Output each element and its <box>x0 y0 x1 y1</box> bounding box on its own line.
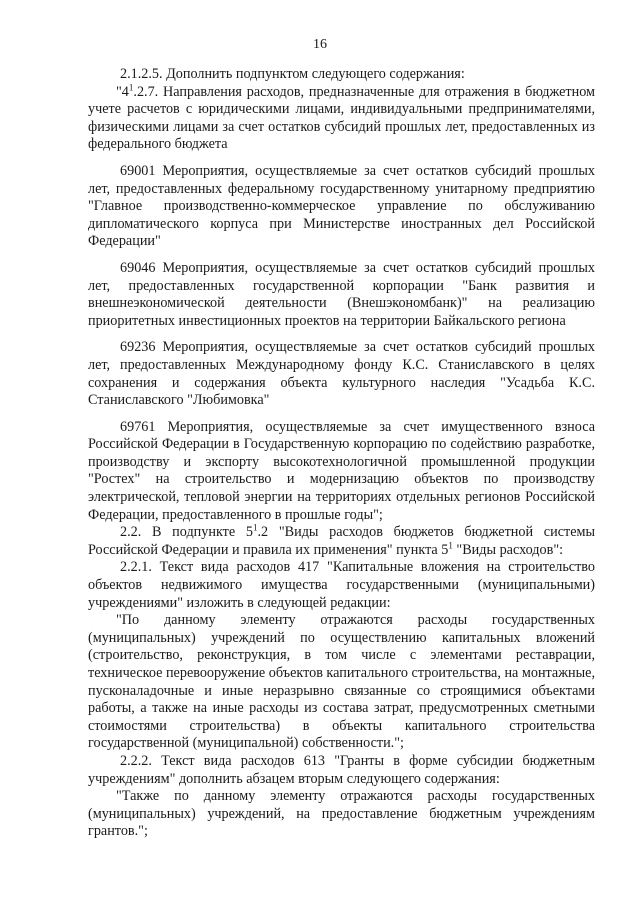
paragraph-2-2-2: 2.2.2. Текст вида расходов 613 "Гранты в форме субсидии бюджетным учреждениям" дополнить абзацем вторым следующего содержания: <box>88 752 595 787</box>
paragraph-613-text: "Также по данному элементу отражаются расходы государственных (муниципальных) учреждений, на предоставление бюджетным учреждениям грантов."; <box>88 788 595 840</box>
paragraph-69761: 69761 Мероприятия, осуществляемые за счет имущественного взноса Российской Федерации в Государственную корпорацию по содействию разработке, производству и экспорту высокотехнологичной промышленной продукции "Ростех" на строительство и модернизацию объектов по производству электрической, тепловой энергии на территориях отдельных регионов Российской Федерации, предоставленного в прошлые годы"; <box>88 418 595 523</box>
paragraph-2-1-2-5: 2.1.2.5. Дополнить подпунктом следующего содержания: <box>120 66 465 82</box>
paragraph-2-2: 2.2. В подпункте $5^1.2$ "Виды расходов бюджетов бюджетной системы Российской Федерации и правила их применения" пункта $5^1$ "Виды расходов": <box>88 522 595 558</box>
paragraph-69236: 69236 Мероприятия, осуществляемые за счет остатков субсидий прошлых лет, предоставленных Международному фонду К.С. Станиславского в целях сохранения и содержания объекта культурного наследия "Усадьба К.С. Станиславского "Любимовка" <box>88 339 595 409</box>
paragraph-2-2-1: 2.2.1. Текст вида расходов 417 "Капитальные вложения на строительство объектов недвижимого имущества государственными (муниципальными) учреждениями" изложить в следующей редакции: <box>88 559 595 611</box>
paragraph-4-1-2-7: "$4^1.2.7$. Направления расходов, предназначенные для отражения в бюджетном учете расчетов с юридическими лицами, индивидуальными предпринимателями, физическими лицами за счет остатков субсидий прошлых лет, предоставленных из федерального бюджета <box>88 81 595 153</box>
paragraph-417-text: "По данному элементу отражаются расходы государственных (муниципальных) учреждений по осуществлению капитальных вложений (строительство, реконструкция, в том числе с элементами реставрации, техническое перевооружение объектов капитального строительства, на монтажные, пусконаладочные и иные неразрывно связанные со строящимися объектами работы, а также на иные расходы из состава затрат, предусмотренных сметными стоимостями строительства) в объекты капитального строительства государственной (муниципальной) собственности."; <box>88 612 595 752</box>
paragraph-69001: 69001 Мероприятия, осуществляемые за счет остатков субсидий прошлых лет, предоставленных федеральному государственному унитарному предприятию "Главное производственно-коммерческое управление по обслуживанию дипломатического корпуса при Министерстве иностранных дел Российской Федерации" <box>88 162 595 250</box>
page-number: 16 <box>313 37 327 52</box>
document-body <box>88 66 595 841</box>
paragraph-69046: 69046 Мероприятия, осуществляемые за счет остатков субсидий прошлых лет, предоставленных государственной корпорации "Банк развития и внешнеэкономической деятельности (Внешэкономбанк)" на реализацию приоритетных инвестиционных проектов на территории Байкальского региона <box>88 259 595 329</box>
